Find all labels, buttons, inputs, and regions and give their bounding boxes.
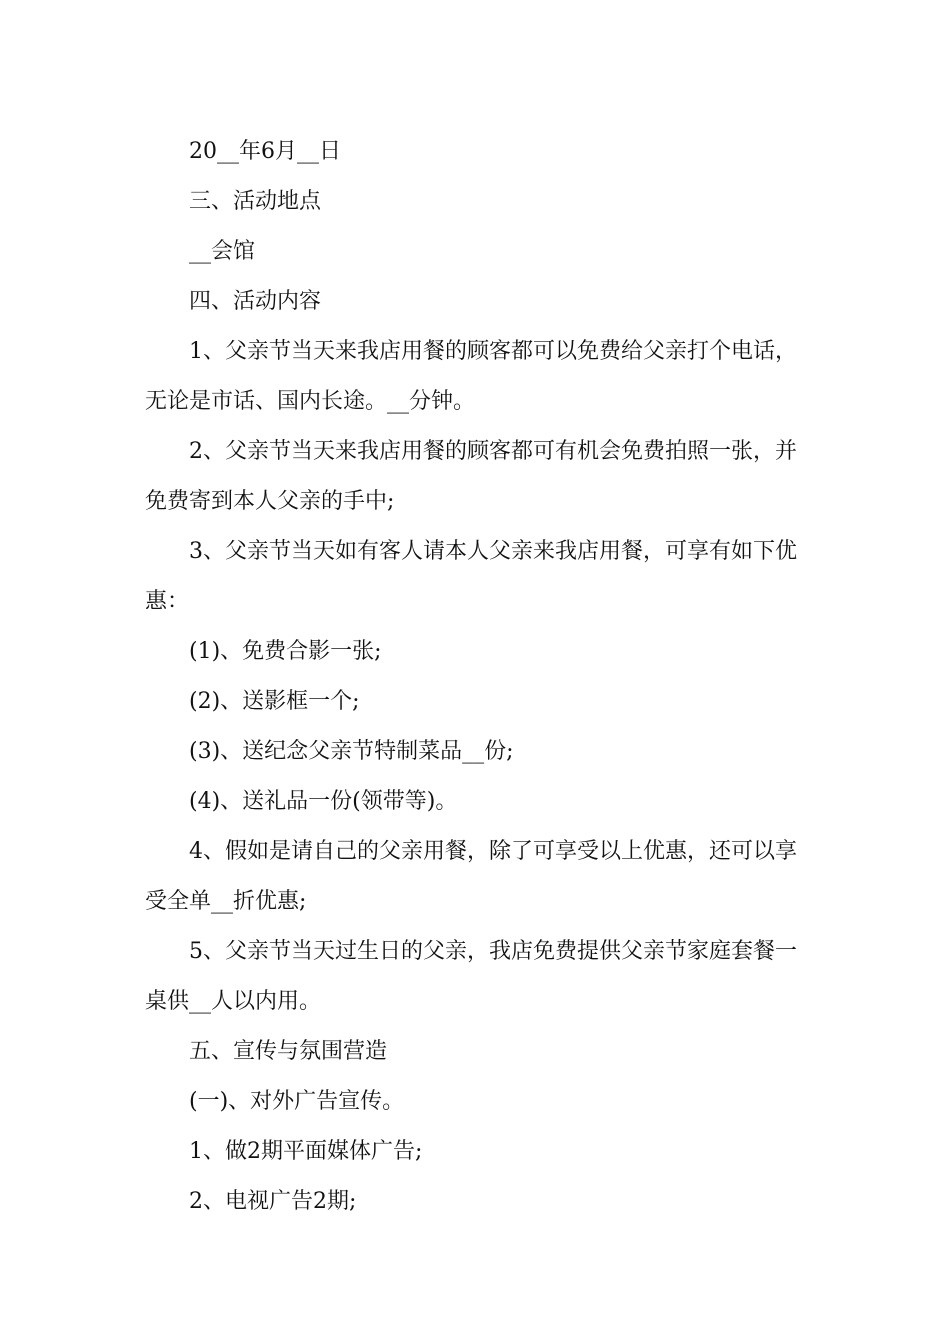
content-item-2-line-2: 免费寄到本人父亲的手中; bbox=[145, 489, 395, 514]
content-item-3-line-2: 惠： bbox=[145, 589, 190, 614]
content-item-4-line-1: 4、假如是请自己的父亲用餐，除了可享受以上优惠，还可以享 bbox=[189, 839, 797, 864]
venue-text: __会馆 bbox=[189, 239, 256, 264]
content-item-1-line-2: 无论是市话、国内长途。__分钟。 bbox=[145, 389, 476, 414]
offer-sub-item-3: (3)、送纪念父亲节特制菜品__份; bbox=[189, 739, 514, 764]
section-heading-content: 四、活动内容 bbox=[189, 289, 322, 314]
subsection-heading-advertising: (一)、对外广告宣传。 bbox=[189, 1089, 405, 1114]
content-item-1-line-1: 1、父亲节当天来我店用餐的顾客都可以免费给父亲打个电话， bbox=[189, 339, 797, 364]
offer-sub-item-2: (2)、送影框一个; bbox=[189, 689, 360, 714]
section-heading-venue: 三、活动地点 bbox=[189, 189, 322, 214]
content-item-2-line-1: 2、父亲节当天来我店用餐的顾客都可有机会免费拍照一张，并 bbox=[189, 439, 797, 464]
date-line: 20__年6月__日 bbox=[189, 139, 341, 164]
content-item-5-line-1: 5、父亲节当天过生日的父亲，我店免费提供父亲节家庭套餐一 bbox=[189, 939, 797, 964]
advertising-item-2: 2、电视广告2期; bbox=[189, 1189, 357, 1214]
section-heading-promotion: 五、宣传与氛围营造 bbox=[189, 1039, 388, 1064]
advertising-item-1: 1、做2期平面媒体广告; bbox=[189, 1139, 423, 1164]
content-item-4-line-2: 受全单__折优惠; bbox=[145, 889, 307, 914]
offer-sub-item-4: (4)、送礼品一份(领带等)。 bbox=[189, 789, 458, 814]
content-item-3-line-1: 3、父亲节当天如有客人请本人父亲来我店用餐，可享有如下优 bbox=[189, 539, 797, 564]
content-item-5-line-2: 桌供__人以内用。 bbox=[145, 989, 322, 1014]
offer-sub-item-1: (1)、免费合影一张; bbox=[189, 639, 382, 664]
